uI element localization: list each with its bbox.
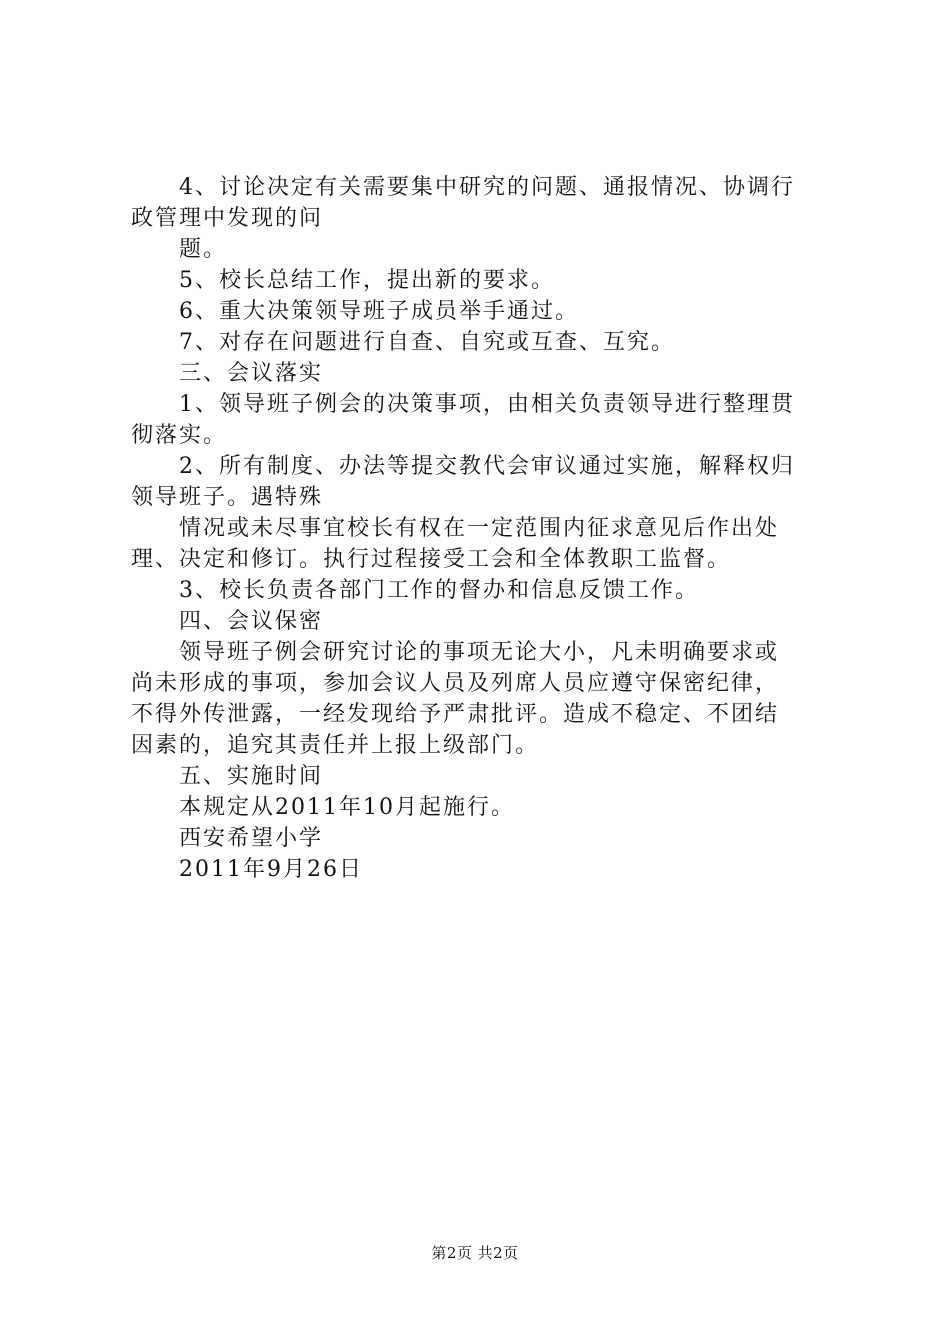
text-line: 领导班子。遇特殊 [131,485,324,510]
text-line: 情况或未尽事宜校长有权在一定范围内征求意见后作出处 [179,516,780,541]
text-line: 3、校长负责各部门工作的督办和信息反馈工作。 [179,578,699,603]
signature-date: 2011年9月26日 [179,857,363,882]
text-line: 4、讨论决定有关需要集中研究的问题、通报情况、协调行 [179,175,795,200]
text-line: 政管理中发现的问 [131,206,324,231]
section-heading: 五、实施时间 [179,764,324,789]
text-line: 因素的，追究其责任并上报上级部门。 [131,733,540,758]
text-line: 领导班子例会研究讨论的事项无论大小，凡未明确要求或 [179,640,780,665]
text-line: 1、领导班子例会的决策事项，由相关负责领导进行整理贯 [179,392,795,417]
text-line: 不得外传泄露，一经发现给予严肃批评。造成不稳定、不团结 [131,702,780,727]
text-line: 7、对存在问题进行自查、自究或互查、互究。 [179,330,675,355]
text-line: 理、决定和修订。执行过程接受工会和全体教职工监督。 [131,547,732,572]
section-heading: 三、会议落实 [179,361,324,386]
signature-org: 西安希望小学 [179,826,324,851]
text-line: 本规定从2011年10月起施行。 [179,795,515,820]
page-number-label: 第2页 共2页 [431,1244,519,1262]
text-line: 尚未形成的事项，参加会议人员及列席人员应遵守保密纪律， [131,671,780,696]
text-line: 彻落实。 [131,423,228,448]
text-line: 题。 [179,237,228,262]
text-line: 5、校长总结工作，提出新的要求。 [179,268,555,293]
page-footer [0,1243,950,1263]
text-line: 2、所有制度、办法等提交教代会审议通过实施，解释权归 [179,454,795,479]
document-body [131,172,831,885]
section-heading: 四、会议保密 [179,609,324,634]
text-line: 6、重大决策领导班子成员举手通过。 [179,299,579,324]
